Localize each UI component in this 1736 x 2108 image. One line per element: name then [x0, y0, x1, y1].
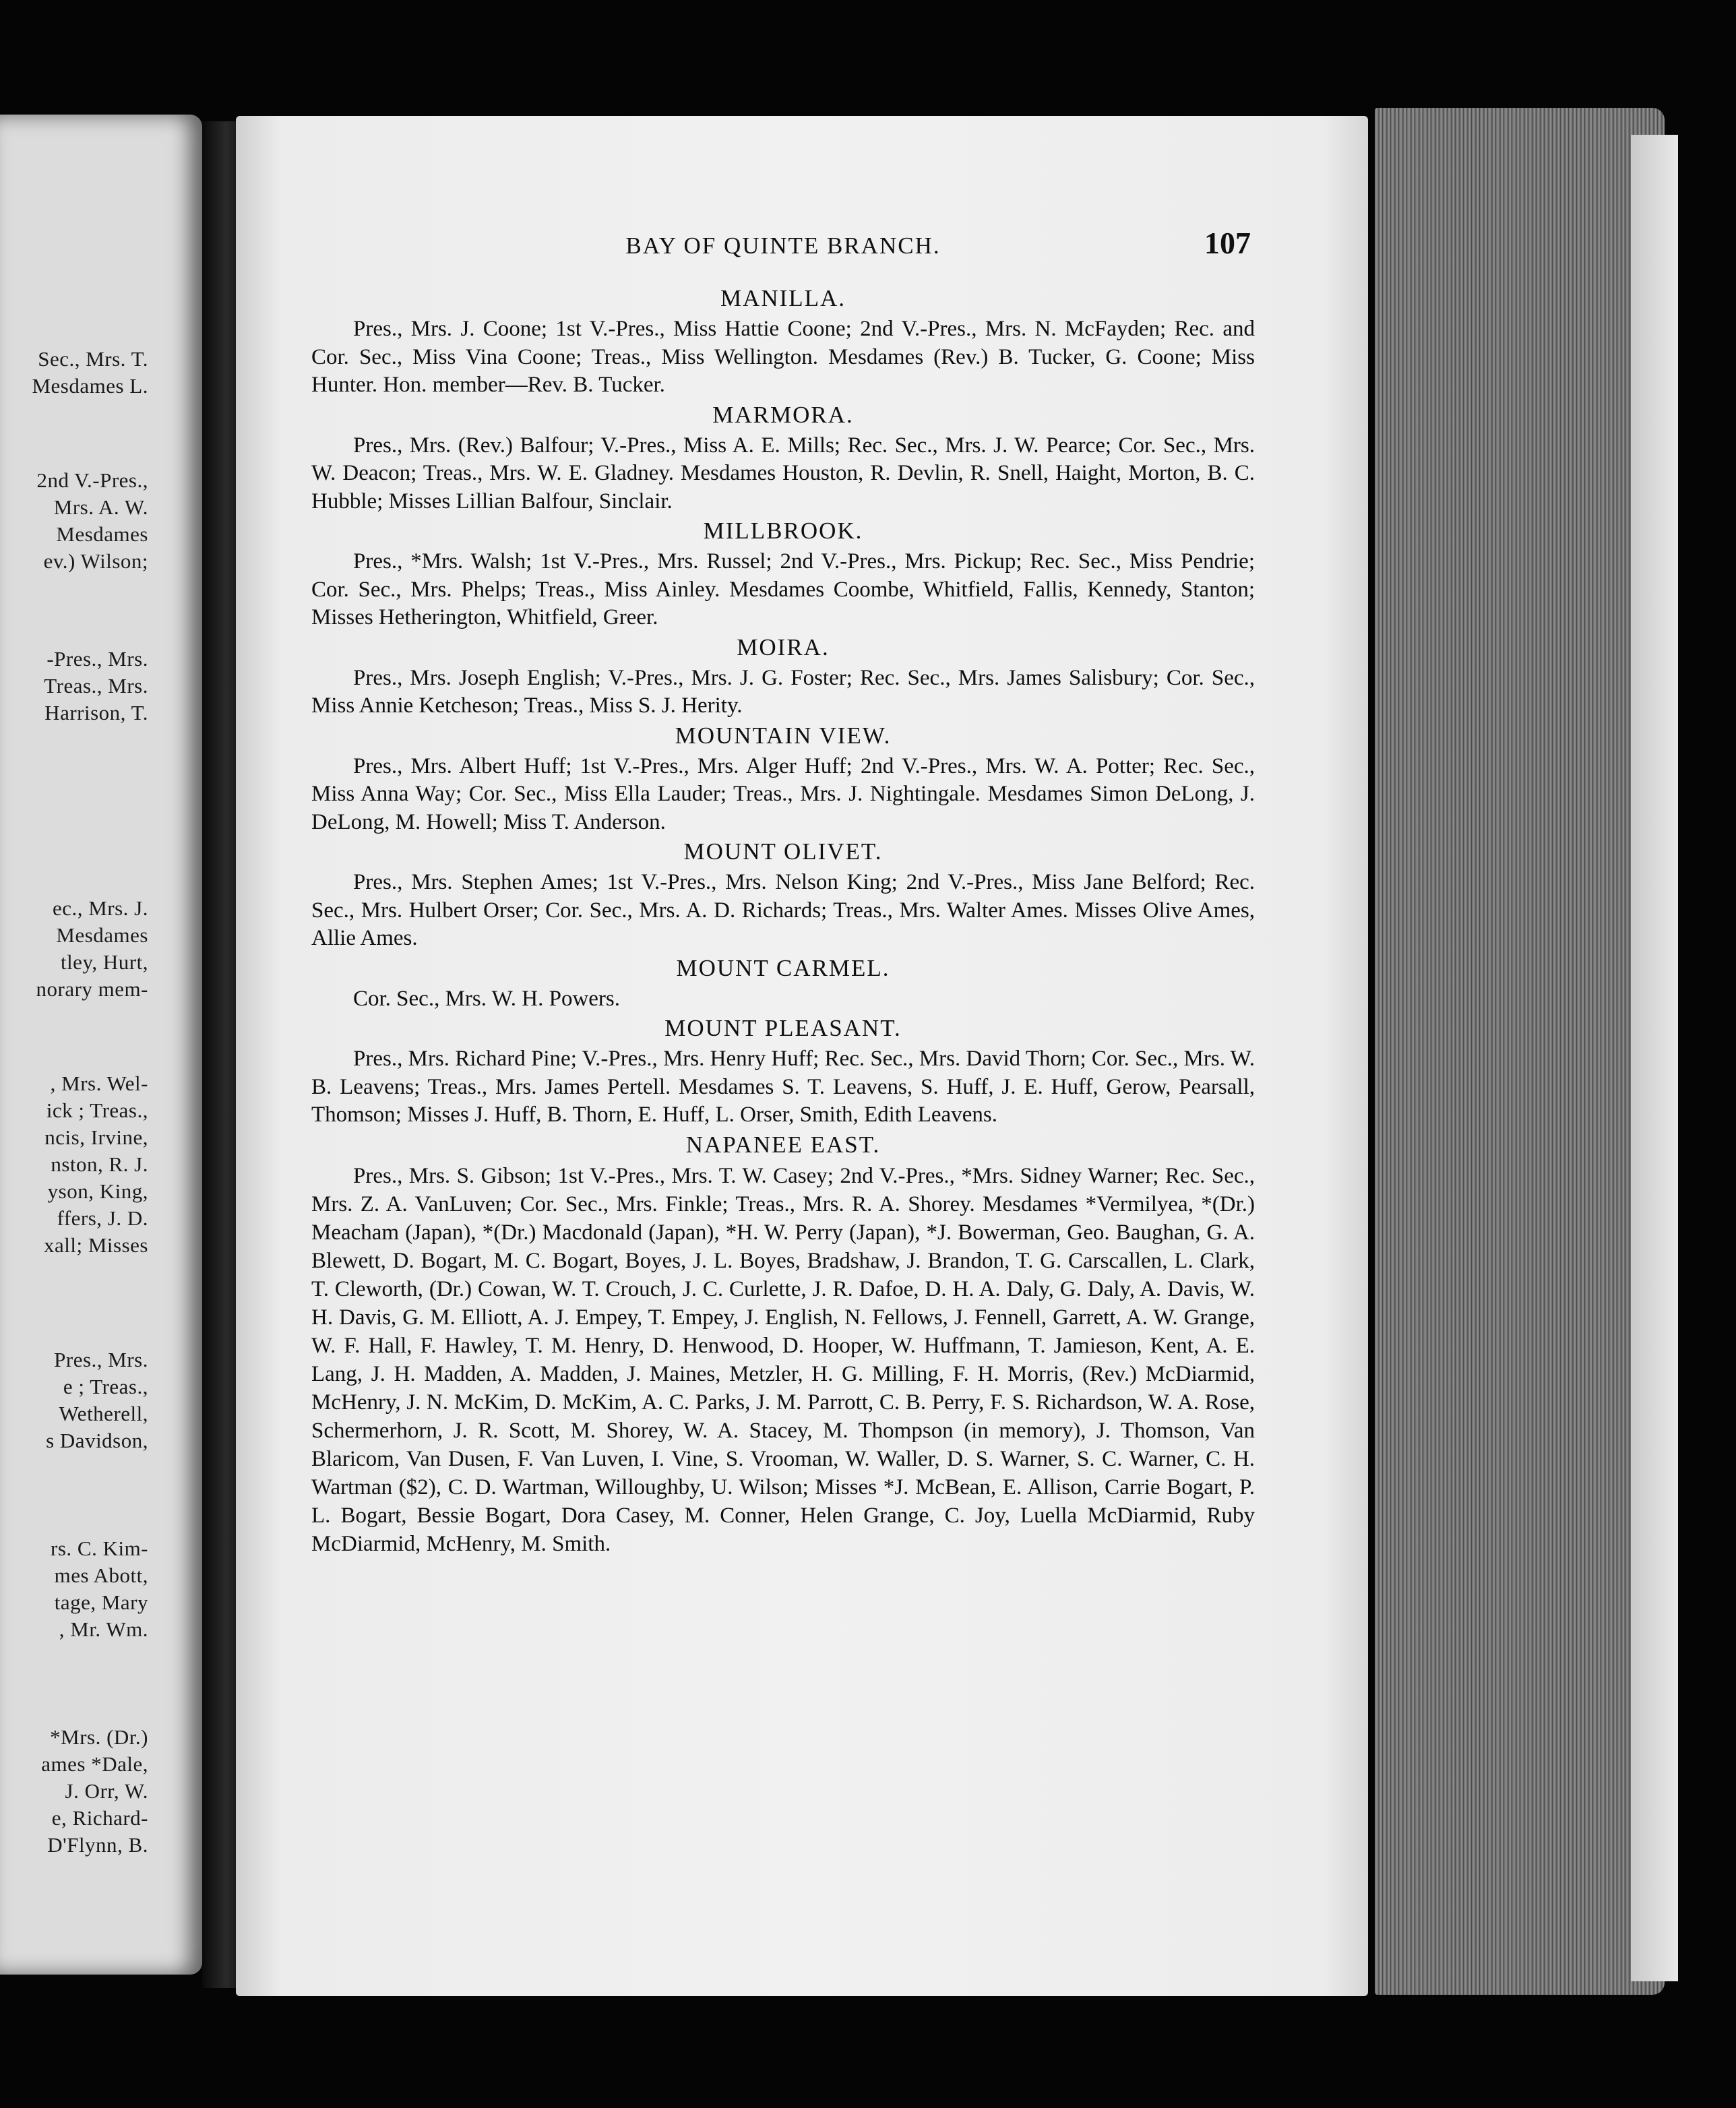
branch-officers: Pres., Mrs. (Rev.) Balfour; V.-Pres., Miss A. E. Mills; Rec. Sec., Mrs. J. W. Pearce; Cor. Sec., Mrs. W. Deacon; Treas., Mrs. W. E. Gladney. Mesdames Houston, R. Devlin, R. Snell, Haight, Morton, B. C. Hubble; Misses Lillian Balfour, Sinclair.	[311, 433, 1255, 514]
branch-officers: Pres., Mrs. Stephen Ames; 1st V.-Pres., Mrs. Nelson King; 2nd V.-Pres., Miss Jane Belford; Rec. Sec., Mrs. Hulbert Orser; Cor. Sec., Mrs. A. D. Richards; Treas., Mrs. Walter Ames. Misses Olive Ames, Allie Ames.	[311, 870, 1255, 950]
facing-page-line: nston, R. J.	[51, 1152, 148, 1176]
branch-heading: NAPANEE EAST.	[685, 1131, 881, 1158]
facing-page-line: J. Orr, W.	[65, 1779, 148, 1803]
running-head: BAY OF QUINTE BRANCH.	[625, 232, 941, 259]
page-number: 107	[1204, 226, 1251, 260]
facing-page-line: rs. C. Kim-	[51, 1537, 148, 1560]
facing-page-line: ev.) Wilson;	[43, 549, 148, 573]
book-edge-face	[1631, 135, 1678, 1981]
facing-page-line: ames *Dale,	[41, 1752, 148, 1776]
page-text	[311, 226, 1255, 1558]
facing-page-line: , Mrs. Wel-	[50, 1072, 148, 1095]
facing-page-line: ffers, J. D.	[57, 1206, 148, 1230]
branch-heading: MILLBROOK.	[703, 518, 863, 544]
facing-page-line: 2nd V.-Pres.,	[36, 468, 148, 492]
branch-officers: Cor. Sec., Mrs. W. H. Powers.	[353, 986, 621, 1011]
branch-officers: Pres., Mrs. J. Coone; 1st V.-Pres., Miss Hattie Coone; 2nd V.-Pres., Mrs. N. McFayden; Rec. and Cor. Sec., Miss Vina Coone; Treas., Miss Wellington. Mesdames (Rev.) B. Tucker, G. Coone; Miss Hunter. Hon. member—Rev. B. Tucker.	[311, 317, 1255, 397]
facing-page-line: Treas., Mrs.	[44, 674, 148, 698]
facing-page-line: ick ; Treas.,	[46, 1098, 148, 1122]
facing-page-line: Harrison, T.	[44, 701, 148, 724]
facing-page-line: Mesdames L.	[32, 374, 148, 398]
branch-entry-mountain-view	[311, 722, 1255, 837]
branch-officers: Pres., Mrs. Joseph English; V.-Pres., Mrs. J. G. Foster; Rec. Sec., Mrs. James Salisbury; Cor. Sec., Miss Annie Ketcheson; Treas., Miss S. J. Herity.	[311, 665, 1255, 718]
branch-heading: MOIRA.	[737, 633, 830, 660]
book-page-edges	[1375, 108, 1665, 1995]
facing-page-line: Mesdames	[56, 923, 148, 947]
facing-page-line: tley, Hurt,	[60, 950, 148, 974]
facing-page-line: ncis, Irvine,	[44, 1125, 148, 1149]
facing-page-line: s Davidson,	[46, 1429, 148, 1452]
branch-entry-moira	[311, 633, 1255, 720]
branch-entry-mount-carmel	[311, 954, 1255, 1014]
branch-heading: MOUNT PLEASANT.	[664, 1015, 902, 1041]
branch-heading: MARMORA.	[712, 401, 854, 428]
branch-officers: Pres., *Mrs. Walsh; 1st V.-Pres., Mrs. Russel; 2nd V.-Pres., Mrs. Pickup; Rec. Sec., Miss Pendrie; Cor. Sec., Mrs. Phelps; Treas., Miss Ainley. Mesdames Coombe, Whitfield, Fallis, Kennedy, Stanton; Misses Hetherington, Whitfield, Greer.	[311, 549, 1255, 629]
facing-page-line: norary mem-	[36, 977, 148, 1001]
branch-heading: MANILLA.	[720, 285, 846, 311]
branch-entry-mount-olivet	[311, 838, 1255, 953]
branch-heading: MOUNT CARMEL.	[676, 954, 890, 981]
facing-page-line: e ; Treas.,	[63, 1375, 148, 1398]
facing-page-line: Mesdames	[56, 522, 148, 546]
facing-page-line: Sec., Mrs. T.	[38, 347, 148, 371]
branch-entry-manilla	[311, 284, 1255, 400]
facing-page-line: mes Abott,	[54, 1563, 148, 1587]
facing-page-line: e, Richard-	[51, 1806, 148, 1830]
facing-page-line: ec., Mrs. J.	[52, 896, 148, 920]
facing-page-line: D'Flynn, B.	[47, 1833, 148, 1857]
facing-page-line: Pres., Mrs.	[54, 1348, 148, 1371]
branch-officers: Pres., Mrs. S. Gibson; 1st V.-Pres., Mrs. T. W. Casey; 2nd V.-Pres., *Mrs. Sidney Warner; Rec. Sec., Mrs. Z. A. VanLuven; Cor. Sec., Mrs. Finkle; Treas., Mrs. R. A. Shorey. Mesdames *Vermilyea, *(Dr.) Meacham (Japan), *(Dr.) Macdonald (Japan), *H. W. Perry (Japan), *J. Bowerman, Geo. Baughan, G. A. Blewett, D. Bogart, M. C. Bogart, Boyes, J. L. Boyes, Bradshaw, J. Brandon, T. G. Carscallen, L. Clark, T. Cleworth, (Dr.) Cowan, W. T. Crouch, J. C. Curlette, J. R. Dafoe, D. H. A. Daly, G. Daly, A. Davis, W. H. Davis, G. M. Elliott, A. J. Empey, T. Empey, J. English, N. Fellows, J. Fennell, Garrett, A. W. Grange, W. F. Hall, F. Hawley, T. M. Henry, D. Henwood, D. Hooper, W. Huffmann, T. Jamieson, Kent, A. E. Lang, J. H. Madden, A. Madden, J. Maines, Metzler, H. G. Milling, F. H. Morris, (Rev.) McDiarmid, McHenry, J. N. McKim, D. McKim, A. C. Parks, J. M. Parrott, C. B. Perry, F. S. Richardson, W. A. Rose, Schermerhorn, J. R. Scott, M. Shorey, W. A. Stacey, M. Thompson (in memory), J. Thomson, Van Blaricom, Van Dusen, F. Van Luven, I. Vine, S. Vrooman, W. Waller, D. S. Warner, S. C. Warner, C. H. Wartman ($2), C. D. Wartman, Willoughby, U. Wilson; Misses *J. McBean, E. Allison, Carrie Bogart, P. L. Bogart, Bessie Bogart, Dora Casey, M. Conner, Helen Grange, C. Joy, Luella McDiarmid, Ruby McDiarmid, McHenry, M. Smith.	[311, 1163, 1255, 1556]
branch-entry-marmora	[311, 401, 1255, 516]
facing-page-line: Wetherell,	[59, 1402, 148, 1425]
branch-entry-millbrook	[311, 517, 1255, 632]
facing-page	[0, 115, 202, 1975]
facing-page-line: xall; Misses	[44, 1233, 148, 1257]
page-header	[311, 226, 1255, 270]
facing-page-line: , Mr. Wm.	[59, 1617, 148, 1641]
facing-page-line: Mrs. A. W.	[53, 495, 148, 519]
branch-entry-mount-pleasant	[311, 1014, 1255, 1129]
branch-officers: Pres., Mrs. Richard Pine; V.-Pres., Mrs. Henry Huff; Rec. Sec., Mrs. David Thorn; Cor. Sec., Mrs. W. B. Leavens; Treas., Mrs. James Pertell. Mesdames S. T. Leavens, S. Huff, J. E. Huff, Gerow, Pearsall, Thomson; Misses J. Huff, B. Thorn, E. Huff, L. Orser, Smith, Edith Leavens.	[311, 1047, 1255, 1127]
facing-page-line: yson, King,	[47, 1179, 148, 1203]
branch-officers: Pres., Mrs. Albert Huff; 1st V.-Pres., Mrs. Alger Huff; 2nd V.-Pres., Mrs. W. A. Potter; Rec. Sec., Miss Anna Way; Cor. Sec., Miss Ella Lauder; Treas., Mrs. J. Nightingale. Mesdames Simon DeLong, J. DeLong, M. Howell; Miss T. Anderson.	[311, 753, 1255, 834]
branch-entry-napanee-east	[311, 1131, 1255, 1558]
facing-page-line: *Mrs. (Dr.)	[50, 1725, 148, 1749]
facing-page-line: tage, Mary	[54, 1590, 148, 1614]
branch-heading: MOUNTAIN VIEW.	[675, 722, 892, 749]
facing-page-line: -Pres., Mrs.	[46, 647, 148, 671]
branch-heading: MOUNT OLIVET.	[683, 838, 883, 865]
